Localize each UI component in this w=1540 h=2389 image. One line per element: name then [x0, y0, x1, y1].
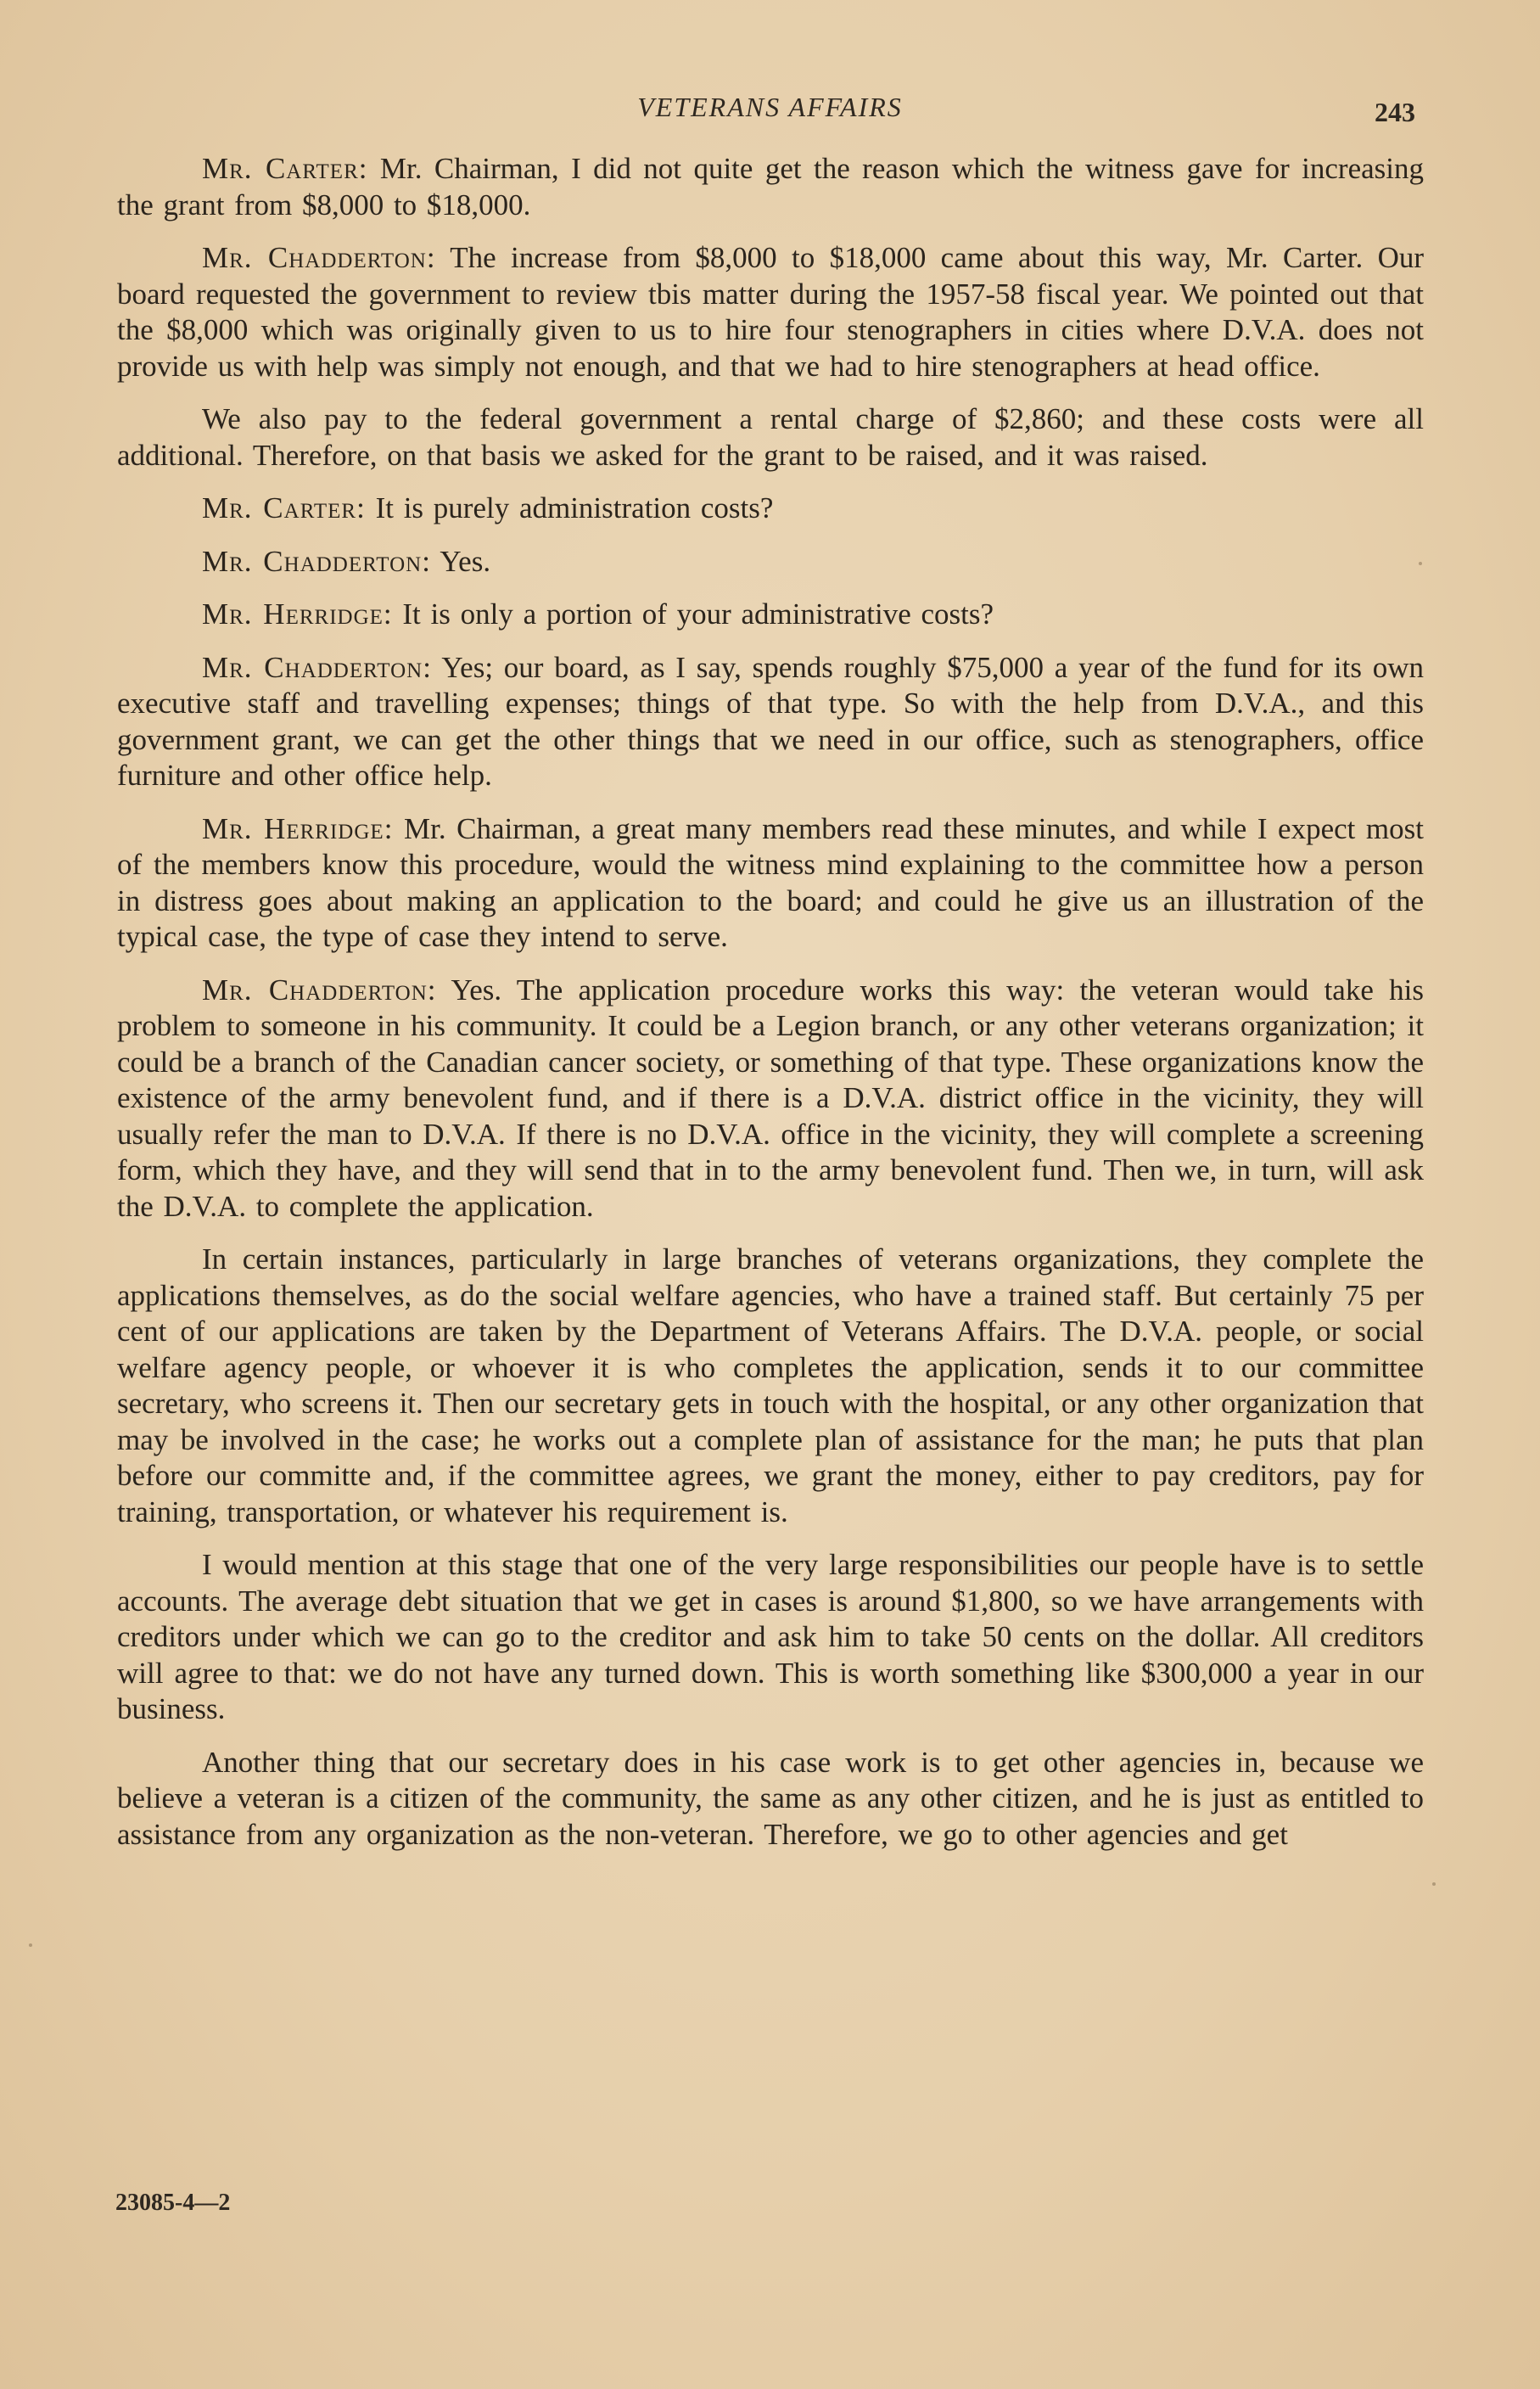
paragraph-8: [117, 811, 1424, 956]
paragraph-text: Mr. Chairman, a great many members read these minutes, and while I expect most of the members know this procedure, would the witness mind explaining to the committee how a person in distress goes about making an application to the board; and could he give us an illustration of the typical case, the type of case they intend to serve.: [117, 811, 1424, 953]
speaker-label: Mr. Chadderton:: [202, 544, 431, 578]
speaker-label: Mr. Carter:: [202, 152, 368, 185]
paragraph-10: [117, 1242, 1424, 1530]
paper-speck: [29, 1943, 32, 1947]
speaker-label: Mr. Herridge:: [202, 597, 393, 631]
paragraph-3: [117, 401, 1424, 474]
paragraph-text: It is purely administration costs?: [375, 491, 774, 524]
paragraph-12: [117, 1745, 1424, 1853]
paragraph-4: [117, 491, 1424, 527]
paragraph-2: [117, 240, 1424, 384]
paper-speck: [1419, 562, 1422, 565]
speaker-label: Mr. Carter:: [202, 491, 366, 524]
paragraph-text: Another thing that our secretary does in his case work is to get other agencies in, because we believe a veteran is a citizen of the community, the same as any other citizen, and he is just as entitled to assistance from any organization as the non-veteran. Therefore, we go to other agencies and get: [117, 1745, 1424, 1851]
paragraph-9: [117, 973, 1424, 1225]
paragraph-text: It is only a portion of your administrative costs?: [402, 597, 994, 631]
paragraph-text: Yes. The application procedure works this way: the veteran would take his problem to someone in his community. It could be a Legion branch, or any other veterans organization; it could be a branch of the Canadian cancer society, or something of that type. These organizations know the existence of the army benevolent fund, and if there is a D.V.A. district office in the vicinity, they will usually refer the man to D.V.A. If there is no D.V.A. office in the vicinity, they will complete a screening form, which they have, and they will send that in to the army benevolent fund. Then we, in turn, will ask the D.V.A. to complete the application.: [117, 973, 1425, 1223]
paragraph-5: [117, 544, 1424, 580]
paragraph-text: In certain instances, particularly in large branches of veterans organizations, they complete the applications themselves, as do the social welfare agencies, who have a trained staff. But certainly 75 per cent of our applications are taken by the Department of Veterans Affairs. The D.V.A. people, or social welfare agency people, or whoever it is who completes the application, sends it to our committee secretary, who screens it. Then our secretary gets in touch with the hospital, or any other organization that may be involved in the case; he works out a complete plan of assistance for the man; he puts that plan before our committe and, if the committee agrees, we grant the money, either to pay creditors, pay for training, transportation, or whatever his requirement is.: [117, 1242, 1424, 1528]
running-title: VETERANS AFFAIRS: [637, 92, 903, 122]
speaker-label: Mr. Herridge:: [202, 811, 394, 845]
speaker-label: Mr. Chadderton:: [202, 241, 436, 274]
paragraph-11: [117, 1547, 1424, 1728]
paragraph-1: [117, 151, 1424, 223]
paragraph-text: Yes; our board, as I say, spends roughly $75,000 a year of the fund for its own executive staff and travelling expenses; things of that type. So with the help from D.V.A., and this government grant, we can get the other things that we need in our office, such as stenographers, office furniture and other office help.: [117, 650, 1424, 792]
paragraph-text: Yes.: [440, 544, 491, 578]
printer-code: 23085-4—2: [115, 2190, 231, 2216]
paragraph-7: [117, 650, 1424, 794]
speaker-label: Mr. Chadderton:: [202, 650, 432, 684]
paragraph-text: The increase from $8,000 to $18,000 came about this way, Mr. Carter. Our board requested the government to review tbis matter during the 1957-58 fiscal year. We pointed out that the $8,000 which was originally given to us to hire four stenographers in cities where D.V.A. does not provide us with help was simply not enough, and that we had to hire stenographers at head office.: [117, 241, 1424, 383]
paragraph-text: Mr. Chairman, I did not quite get the reason which the witness gave for increasing the grant from $8,000 to $18,000.: [117, 152, 1425, 222]
body-text: [117, 151, 1424, 1870]
paragraph-text: We also pay to the federal government a rental charge of $2,860; and these costs were all additional. Therefore, on that basis we asked for the grant to be raised, and it was raised.: [117, 402, 1424, 472]
speaker-label: Mr. Chadderton:: [202, 973, 437, 1007]
page-number: 243: [1375, 97, 1415, 127]
paper-speck: [1432, 1882, 1436, 1886]
paragraph-text: I would mention at this stage that one of the very large responsibilities our people have is to settle accounts. The average debt situation that we get in cases is around $1,800, so we have arrangements with creditors under which we can go to the creditor and ask him to take 50 cents on the dollar. All creditors will agree to that: we do not have any turned down. This is worth something like $300,000 a year in our business.: [117, 1548, 1424, 1725]
paragraph-6: [117, 597, 1424, 633]
